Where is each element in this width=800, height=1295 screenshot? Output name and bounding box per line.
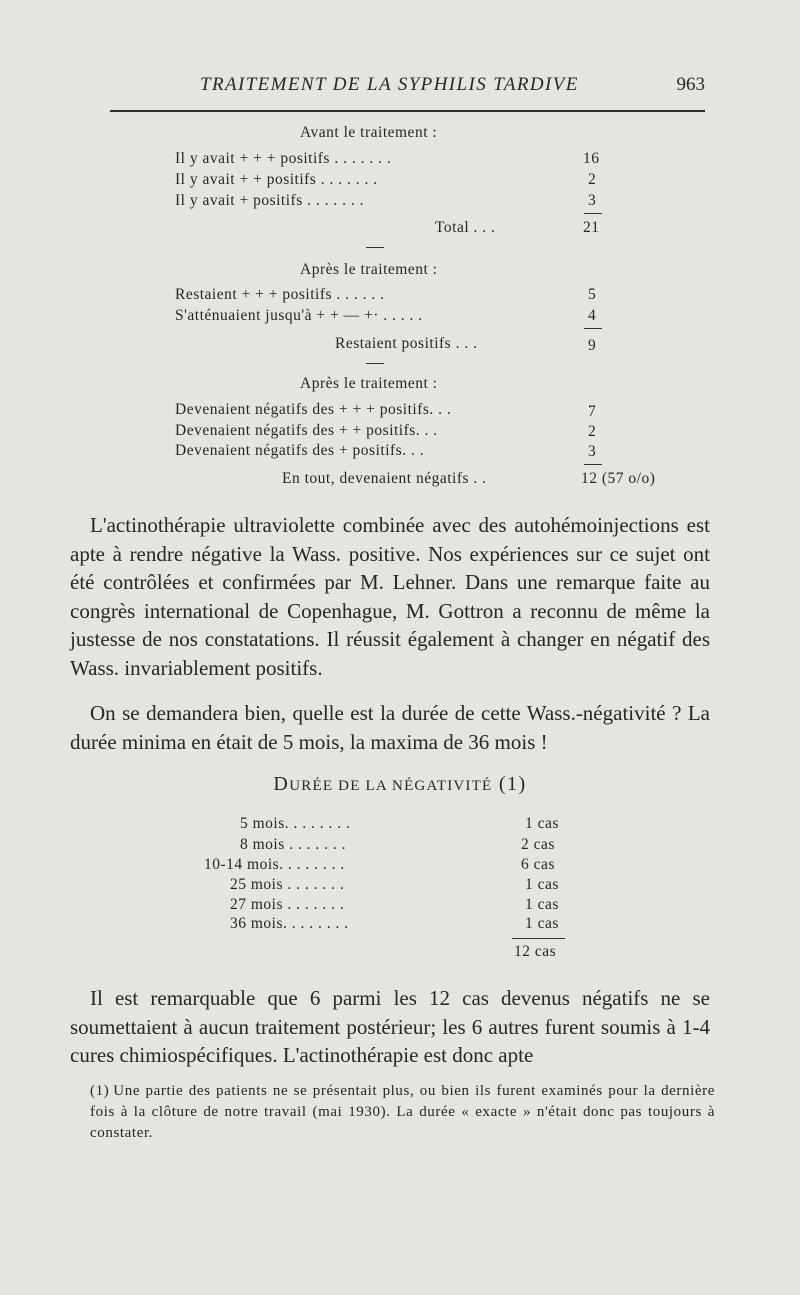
table-row-label: Il y avait + + + positifs . . . . . . . — [175, 150, 392, 167]
table-row-label: Devenaient négatifs des + + + positifs. . . — [175, 401, 452, 418]
sum-rule — [584, 213, 602, 214]
table-total-value: 12 cas — [514, 943, 557, 960]
section-divider — [366, 247, 384, 248]
title-smallcaps: URÉE DE LA NÉGATIVITÉ — [289, 778, 493, 794]
footnote — [90, 1081, 715, 1144]
sum-rule — [584, 328, 602, 329]
table-total-label: Restaient positifs . . . — [335, 335, 478, 352]
table-row-label: Il y avait + + positifs . . . . . . . — [175, 171, 378, 188]
table-row-value: 3 — [588, 192, 597, 209]
section-divider — [366, 363, 384, 364]
table-total-label: Total . . . — [435, 219, 496, 236]
table-row-value: 7 — [588, 403, 597, 420]
table-row-label: 25 mois . . . . . . . — [230, 876, 345, 893]
body-paragraph: Il est remarquable que 6 parmi les 12 cas devenus négatifs ne se soumettaient à aucun traitement postérieur; les 6 autres furent soumis à 1-4 cures chimiospécifiques. L'actinothérapie est donc apte — [70, 986, 710, 1067]
table-row-label: Il y avait + positifs . . . . . . . — [175, 192, 364, 209]
table-row-label: S'atténuaient jusqu'à + + — +· . . . . . — [175, 307, 423, 324]
table-row-value: 1 cas — [525, 896, 559, 913]
table-row-label: 27 mois . . . . . . . — [230, 896, 345, 913]
table-row-value: 1 cas — [525, 815, 559, 832]
table-heading: Après le traitement : — [300, 375, 438, 392]
running-header — [110, 74, 705, 112]
page-number: 963 — [676, 74, 705, 95]
title-footnote-ref: (1) — [498, 773, 527, 795]
table-row-label: Devenaient négatifs des + + positifs. . . — [175, 422, 438, 439]
sum-rule — [512, 938, 565, 939]
table-row-value: 2 — [588, 171, 597, 188]
table-row-label: Devenaient négatifs des + positifs. . . — [175, 442, 425, 459]
table-row-value: 16 — [583, 150, 600, 167]
table-total-value: 21 — [583, 219, 600, 236]
duration-table-title — [0, 773, 800, 796]
body-paragraph: On se demandera bien, quelle est la durée de cette Wass.-négativité ? La durée minima en était de 5 mois, la maxima de 36 mois ! — [70, 701, 710, 754]
table-heading: Avant le traitement : — [300, 124, 438, 141]
table-total-value: 9 — [588, 337, 597, 354]
table-row-value: 2 cas — [521, 836, 555, 853]
table-row-value: 6 cas — [521, 856, 555, 873]
table-total-label: En tout, devenaient négatifs . . — [282, 470, 487, 487]
body-paragraph: L'actinothérapie ultraviolette combinée avec des autohémoinjections est apte à rendre négative la Wass. positive. Nos expériences sur ce sujet ont été contrôlées et confirmées par M. Lehner. Dans une remarque faite au congrès international de Copenhague, M. Gottron a reconnu de même la justesse de nos constatations. Il réussit également à changer en négatif des Wass. invariablement positifs. — [70, 513, 710, 680]
title-initial: D — [273, 773, 290, 795]
table-row-value: 2 — [588, 423, 597, 440]
running-title: TRAITEMENT DE LA SYPHILIS TARDIVE — [200, 74, 579, 95]
table-row-label: Restaient + + + positifs . . . . . . — [175, 286, 385, 303]
footnote-marker: (1) — [90, 1083, 110, 1099]
table-row-label: 5 mois. . . . . . . . — [240, 815, 351, 832]
footnote-text: Une partie des patients ne se présentait plus, ou bien ils furent examinés pour la dernière fois à la clôture de notre travail (mai 1930). La durée « exacte » n'était donc pas toujours à constater. — [90, 1083, 715, 1141]
table-row-value: 3 — [588, 443, 597, 460]
table-total-value: 12 (57 o/o) — [581, 470, 656, 487]
table-row-label: 36 mois. . . . . . . . — [230, 915, 349, 932]
table-row-label: 8 mois . . . . . . . — [240, 836, 347, 853]
table-row-value: 4 — [588, 307, 597, 324]
table-row-value: 1 cas — [525, 876, 559, 893]
table-row-value: 5 — [588, 286, 597, 303]
sum-rule — [584, 464, 602, 465]
table-row-value: 1 cas — [525, 915, 559, 932]
table-heading: Après le traitement : — [300, 261, 438, 278]
table-row-label: 10-14 mois. . . . . . . . — [204, 856, 345, 873]
